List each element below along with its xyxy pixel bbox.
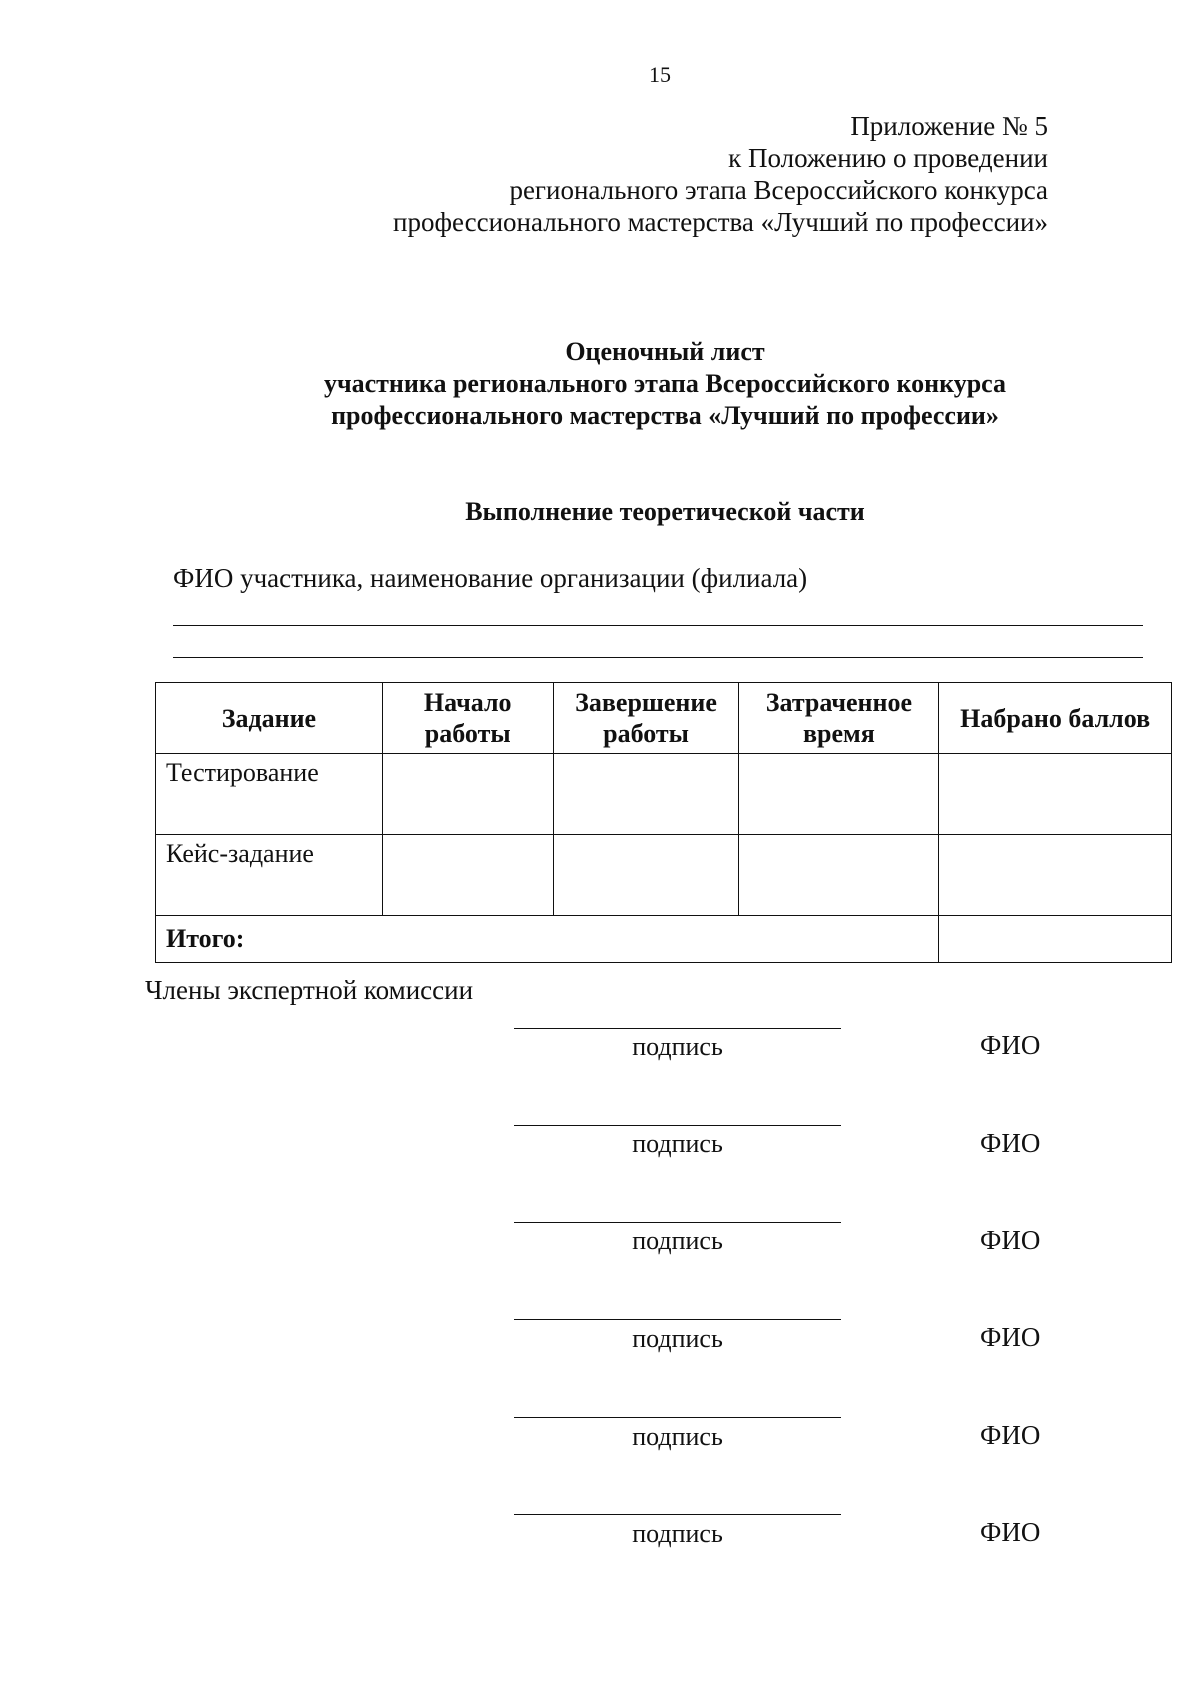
signature-label: подпись [632, 1032, 723, 1061]
total-label: Итого: [156, 916, 939, 963]
title-line: профессионального мастерства «Лучший по профессии» [331, 401, 999, 430]
participant-fill-line[interactable] [173, 657, 1143, 658]
section-subtitle: Выполнение теоретической части [465, 497, 865, 526]
table-cell[interactable] [739, 754, 939, 835]
table-cell[interactable] [939, 754, 1172, 835]
signature-line[interactable] [514, 1514, 841, 1515]
table-row [156, 754, 1172, 835]
table-cell[interactable] [382, 754, 553, 835]
signature-line[interactable] [514, 1125, 841, 1126]
row-label-testing: Тестирование [156, 754, 383, 835]
participant-label: ФИО участника, наименование организации (филиала) [173, 563, 808, 593]
commission-members-label: Члены экспертной комиссии [145, 975, 474, 1005]
table-cell[interactable] [739, 835, 939, 916]
participant-fill-line[interactable] [173, 625, 1143, 626]
signature-label: подпись [632, 1519, 723, 1548]
signature-line[interactable] [514, 1028, 841, 1029]
signature-label: подпись [632, 1129, 723, 1158]
table-cell[interactable] [382, 835, 553, 916]
appendix-line: Приложение № 5 [850, 111, 1048, 141]
table-row [156, 835, 1172, 916]
fio-label: ФИО [980, 1128, 1041, 1158]
signature-label: подпись [632, 1422, 723, 1451]
signature-label: подпись [632, 1226, 723, 1255]
signature-line[interactable] [514, 1417, 841, 1418]
appendix-line: регионального этапа Всероссийского конкурса [509, 175, 1048, 205]
fio-label: ФИО [980, 1322, 1041, 1352]
document-title [0, 336, 1200, 432]
signature-line[interactable] [514, 1319, 841, 1320]
row-label-case-task: Кейс-задание [156, 835, 383, 916]
column-header-time-spent: Затраченное время [739, 683, 939, 754]
signature-line[interactable] [514, 1222, 841, 1223]
fio-label: ФИО [980, 1225, 1041, 1255]
fio-label: ФИО [980, 1517, 1041, 1547]
fio-label: ФИО [980, 1420, 1041, 1450]
score-table [155, 682, 1172, 963]
page-number: 15 [649, 62, 671, 87]
table-header-row [156, 683, 1172, 754]
signature-label: подпись [632, 1324, 723, 1353]
fio-label: ФИО [980, 1030, 1041, 1060]
total-score-cell[interactable] [939, 916, 1172, 963]
appendix-line: к Положению о проведении [728, 143, 1048, 173]
appendix-header [393, 110, 1048, 238]
table-cell[interactable] [553, 835, 739, 916]
table-cell[interactable] [553, 754, 739, 835]
table-cell[interactable] [939, 835, 1172, 916]
column-header-start: Начало работы [382, 683, 553, 754]
column-header-finish: Завершение работы [553, 683, 739, 754]
title-line: Оценочный лист [565, 337, 765, 366]
column-header-score: Набрано баллов [939, 683, 1172, 754]
title-line: участника регионального этапа Всероссийского конкурса [323, 369, 1007, 398]
appendix-line: профессионального мастерства «Лучший по профессии» [393, 207, 1048, 237]
table-total-row [156, 916, 1172, 963]
column-header-task: Задание [156, 683, 383, 754]
